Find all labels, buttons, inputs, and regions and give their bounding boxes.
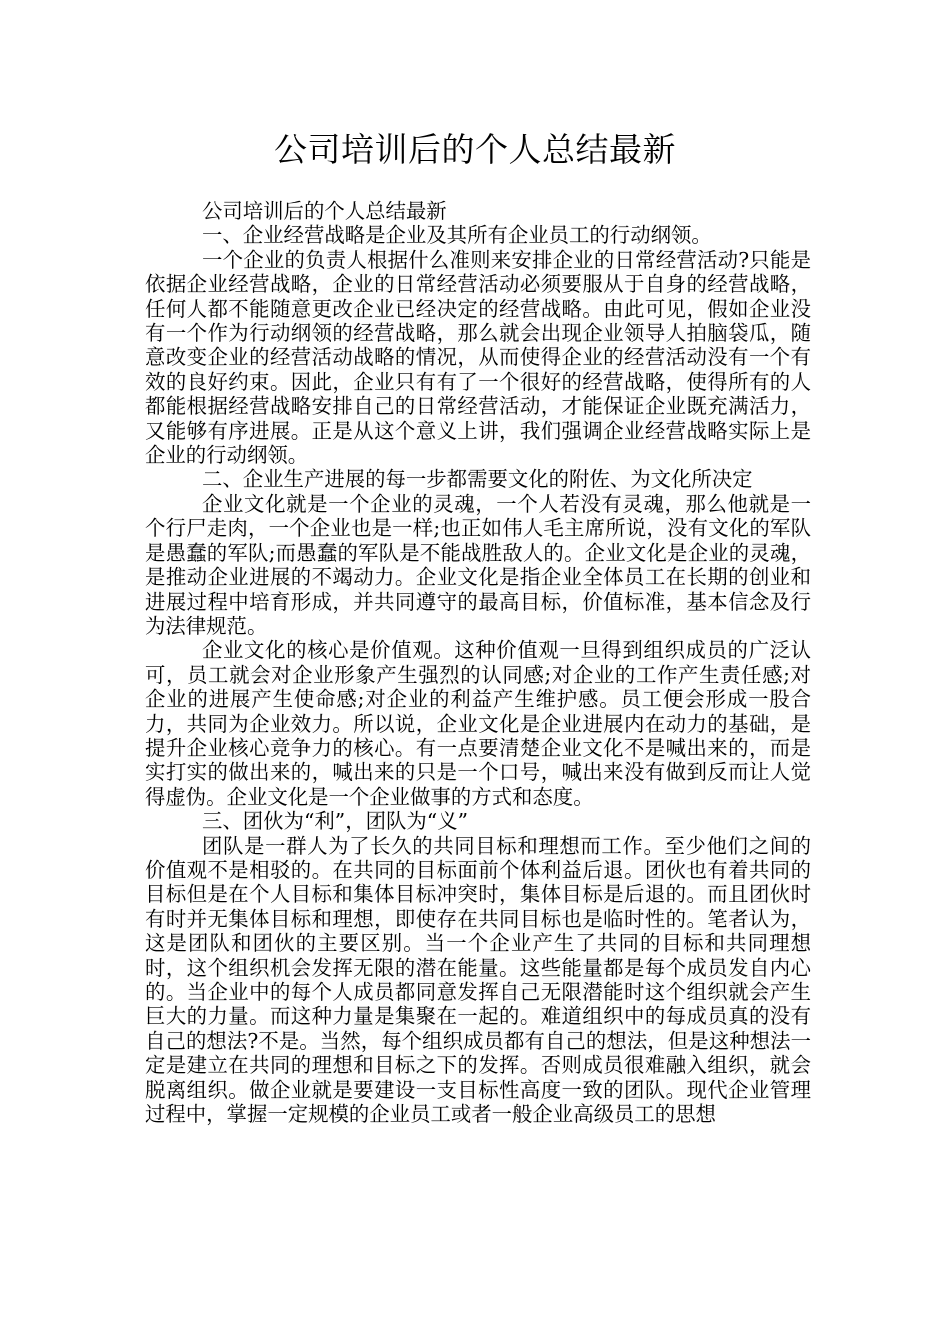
section-heading-3: 三、团伙为“利”，团队为“义”	[202, 809, 468, 834]
document-body	[145, 199, 811, 1126]
body-paragraph: 企业文化的核心是价值观。这种价值观一旦得到组织成员的广泛认可，员工就会对企业形象产生强烈的认同感;对企业的工作产生责任感;对企业的进展产生使命感;对企业的利益产生维护感。员工便会形成一股合力，共同为企业效力。所以说，企业文化是企业进展内在动力的基础，是提升企业核心竞争力的核心。有一点要清楚企业文化不是喊出来的，而是实打实的做出来的，喊出来的只是一个口号，喊出来没有做到反而让人觉得虚伪。企业文化是一个企业做事的方式和态度。	[145, 638, 811, 809]
document-title: 公司培训后的个人总结最新	[274, 130, 676, 169]
body-paragraph: 团队是一群人为了长久的共同目标和理想而工作。至少他们之间的价值观不是相驳的。在共同的目标面前个体利益后退。团伙也有着共同的目标但是在个人目标和集体目标冲突时，集体目标是后退的。而且团伙时有时并无集体目标和理想，即使存在共同目标也是临时性的。笔者认为，这是团队和团伙的主要区别。当一个企业产生了共同的目标和共同理想时，这个组织机会发挥无限的潜在能量。这些能量都是每个成员发自内心的。当企业中的每个人成员都同意发挥自己无限潜能时这个组织就会产生巨大的力量。而这种力量是集聚在一起的。难道组织中的每成员真的没有自己的想法?不是。当然，每个组织成员都有自己的想法，但是这种想法一定是建立在共同的理想和目标之下的发挥。否则成员很难融入组织，就会脱离组织。做企业就是要建设一支目标性高度一致的团队。现代企业管理过程中，掌握一定规模的企业员工或者一般企业高级员工的思想	[145, 833, 811, 1127]
body-paragraph: 一个企业的负责人根据什么准则来安排企业的日常经营活动?只能是依据企业经营战略，企业的日常经营活动必须要服从于自身的经营战略，任何人都不能随意更改企业已经决定的经营战略。由此可见，假如企业没有一个作为行动纲领的经营战略，那么就会出现企业领导人拍脑袋瓜，随意改变企业的经营活动战略的情况，从而使得企业的经营活动没有一个有效的良好约束。因此，企业只有有了一个很好的经营战略，使得所有的人都能根据经营战略安排自己的日常经营活动，才能保证企业既充满活力，又能够有序进展。正是从这个意义上讲，我们强调企业经营战略实际上是企业的行动纲领。	[145, 247, 811, 468]
body-paragraph: 企业文化就是一个企业的灵魂，一个人若没有灵魂，那么他就是一个行尸走肉，一个企业也是一样;也正如伟人毛主席所说，没有文化的军队是愚蠢的军队;而愚蠢的军队是不能战胜敌人的。企业文化是企业的灵魂，是推动企业进展的不竭动力。企业文化是指企业全体员工在长期的创业和进展过程中培育形成，并共同遵守的最高目标，价值标准，基本信念及行为法律规范。	[145, 491, 811, 638]
section-heading-2: 二、企业生产进展的每一步都需要文化的附佐、为文化所决定	[202, 467, 753, 492]
subtitle-paragraph: 公司培训后的个人总结最新	[202, 199, 447, 223]
section-heading-1: 一、企业经营战略是企业及其所有企业员工的行动纲领。	[202, 223, 712, 248]
